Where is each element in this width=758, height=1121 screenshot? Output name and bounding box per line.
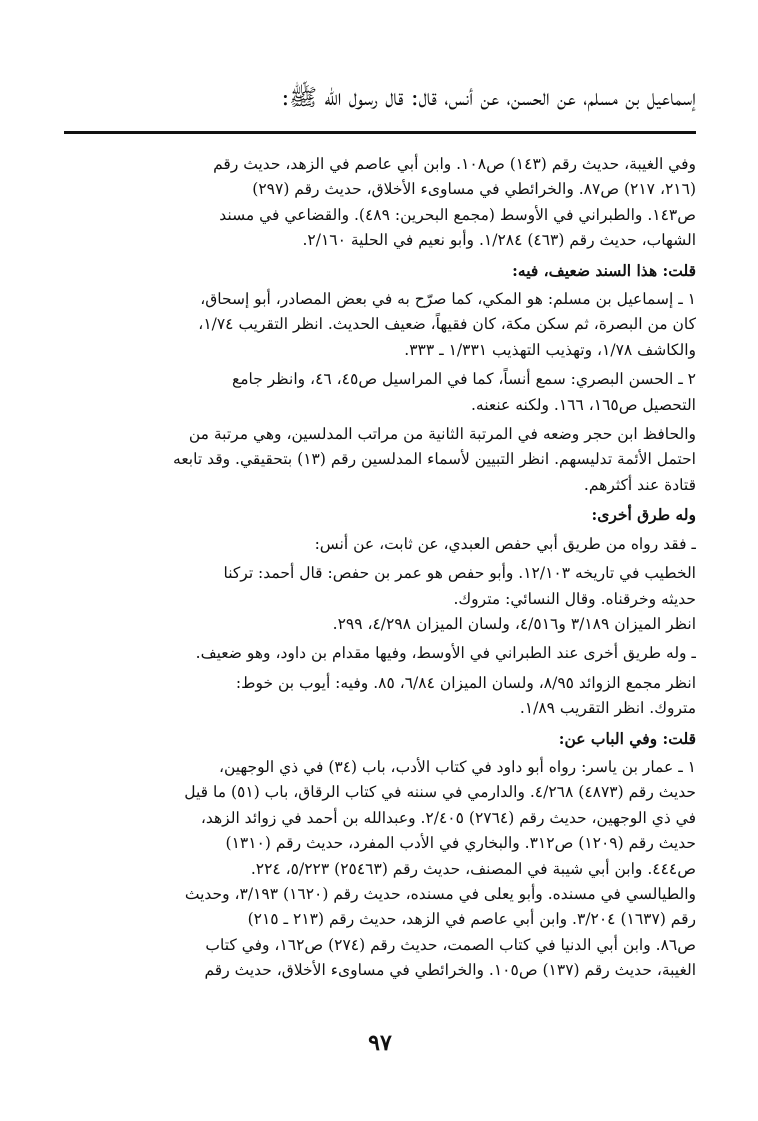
book-page [64, 0, 696, 1121]
text-line: في ذي الوجهين، حديث رقم (٢٧٦٤) ٢/٤٠٥. وعبدالله بن أحمد في زوائد الزهد، [200, 808, 696, 827]
text-line: كان من البصرة، ثم سكن مكة، كان فقيهاً، ضعيف الحديث. انظر التقريب ١/٧٤، [198, 315, 696, 334]
text-line: ـ فقد رواه من طريق أبي حفص العبدي، عن ثابت، عن أنس: [314, 534, 696, 553]
text-line: انظر مجمع الزوائد ٨/٩٥، ولسان الميزان ٦/٨٤، ٨٥. وفيه: أيوب بن خوط: [235, 673, 696, 692]
text-line: ٢ ـ الحسن البصري: سمع أنساً، كما في المراسيل ص٤٥، ٤٦، وانظر جامع [231, 370, 696, 389]
text-line: الشهاب، حديث رقم (٤٦٣) ١/٢٨٤. وأبو نعيم في الحلية ٢/١٦٠. [302, 231, 696, 250]
text-line: والكاشف ١/٧٨، وتهذيب التهذيب ١/٣٣١ ـ ٣٣٣. [404, 340, 696, 359]
text-line: ص١٤٣. والطبراني في الأوسط (مجمع البحرين: ٤٨٩). والقضاعي في مسند [219, 205, 696, 224]
paragraph-route-2-detail [64, 671, 696, 722]
page-number: ٩٧ [368, 1030, 392, 1056]
text-line: قتادة عند أكثرهم. [583, 475, 696, 494]
paragraph-route-2 [64, 641, 696, 666]
text-line: ص٨٦. وابن أبي الدنيا في كتاب الصمت، حديث رقم (٢٧٤) ص١٦٢، وفي كتاب [205, 935, 696, 954]
paragraph-verdict [64, 258, 696, 283]
text-line: (٢١٦، ٢١٧) ص٨٧. والخرائطي في مساوىء الأخلاق، حديث رقم (٢٩٧) [252, 180, 696, 199]
text-line: الغيبة، حديث رقم (١٣٧) ص١٠٥. والخرائطي في مساوىء الأخلاق، حديث رقم [204, 961, 696, 980]
text-line: احتمل الأئمة تدليسهم. انظر التبيين لأسماء المدلسين رقم (١٣) بتحقيقي. وقد تابعه [173, 450, 696, 469]
paragraph-route-1 [64, 532, 696, 557]
text-line: والحافظ ابن حجر وضعه في المرتبة الثانية من مراتب المدلسين، وهي مرتبة من [188, 425, 696, 444]
paragraph-route-1-detail [64, 561, 696, 637]
text-line: انظر الميزان ٣/١٨٩ و٤/٥١٦، ولسان الميزان ٤/٢٩٨، ٢٩٩. [332, 614, 696, 633]
text-line: ١ ـ إسماعيل بن مسلم: هو المكي، كما صرّح به في بعض المصادر، أبو إسحاق، [200, 290, 696, 309]
paragraph-sources [64, 152, 696, 254]
text-line: حديث رقم (٤٨٧٣) ٤/٢٦٨. والدارمي في سننه في كتاب الرقاق، باب (٥١) ما قيل [184, 783, 696, 802]
header-rule [64, 131, 696, 134]
text-line: ١ ـ عمار بن ياسر: رواه أبو داود في كتاب الأدب، باب (٣٤) في ذي الوجهين، [218, 757, 696, 776]
text-line: ص٤٤٤. وابن أبي شيبة في المصنف، حديث رقم (٢٥٤٦٣) ٥/٢٢٣، ٢٢٤. [250, 859, 696, 878]
paragraph-ammar [64, 755, 696, 984]
text-line: قلت: هذا السند ضعيف، فيه: [512, 260, 696, 280]
page-body [64, 152, 696, 984]
paragraph-other-routes-heading [64, 502, 696, 527]
text-line: الخطيب في تاريخه ١٢/١٠٣. وأبو حفص هو عمر بن حفص: قال أحمد: تركنا [223, 564, 696, 583]
paragraph-narrator-1 [64, 287, 696, 363]
text-line: حديث رقم (١٢٠٩) ص٣١٢. والبخاري في الأدب المفرد، حديث رقم (١٣١٠) [225, 834, 696, 853]
paragraph-narrator-2 [64, 367, 696, 418]
text-line: رقم (١٦٣٧) ٣/٢٠٤. وابن أبي عاصم في الزهد، حديث رقم (٢١٣ ـ ٢١٥) [247, 910, 696, 929]
page-header: إسماعيل بن مسلم، عن الحسن، عن أنس، قال: قال رسول الله ﷺ: [281, 85, 696, 111]
paragraph-chapter-heading [64, 726, 696, 751]
text-line: وفي الغيبة، حديث رقم (١٤٣) ص١٠٨. وابن أبي عاصم في الزهد، حديث رقم [213, 155, 696, 173]
text-line: قلت: وفي الباب عن: [558, 728, 696, 748]
text-line: التحصيل ص١٦٥، ١٦٦. ولكنه عنعنه. [470, 395, 696, 414]
text-line: ـ وله طريق أخرى عند الطبراني في الأوسط، وفيها مقدام بن داود، وهو ضعيف. [195, 644, 696, 663]
paragraph-ibn-hajar [64, 422, 696, 498]
text-line: وله طرق أخرى: [591, 505, 696, 525]
text-line: والطيالسي في مسنده. وأبو يعلى في مسنده، حديث رقم (١٦٢٠) ٣/١٩٣، وحديث [184, 884, 696, 903]
text-line: حديثه وخرقناه. وقال النسائي: متروك. [453, 589, 696, 608]
text-line: متروك. انظر التقريب ١/٨٩. [519, 699, 696, 718]
